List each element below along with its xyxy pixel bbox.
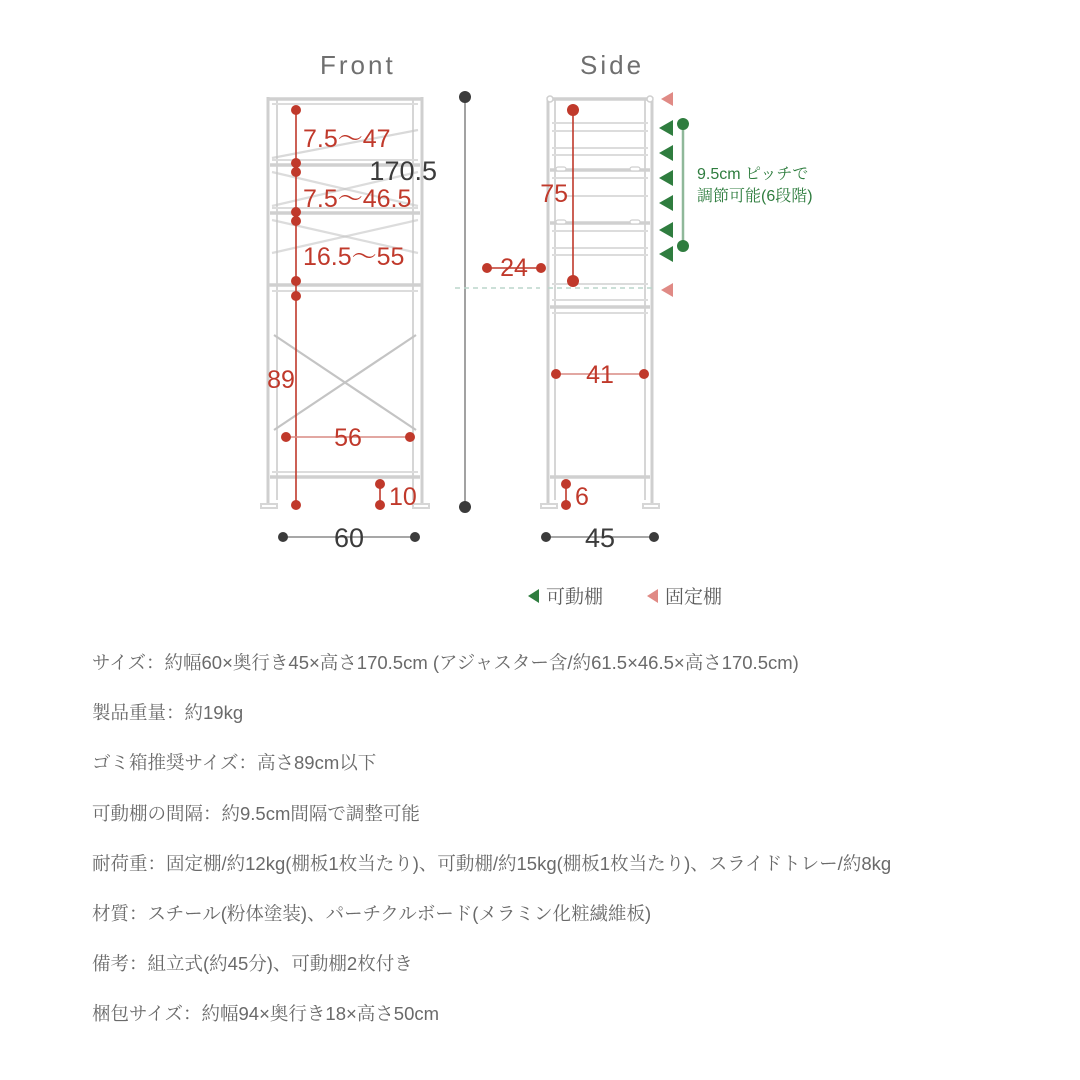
shelf-type-legend <box>528 582 722 609</box>
side-outer-depth-dot-left <box>541 532 551 542</box>
side-upper-height-dot-bottom <box>567 275 579 287</box>
side-clearance-dot-top <box>561 479 571 489</box>
fixed-shelf-marker-icon <box>647 589 658 603</box>
pitch-annotation-line2: 調節可能(6段階) <box>697 188 813 205</box>
front-dim-dot-fixed <box>291 276 301 286</box>
adjustable-shelf-marker-3 <box>659 170 673 186</box>
adjustable-shelf-marker-icon <box>528 589 539 603</box>
spec-load-capacity: 耐荷重：固定棚/約12kg(棚板1枚当たり)、可動棚/約15kg(棚板1枚当たり)、スライドトレー/約8kg <box>92 852 892 874</box>
front-left-adjuster-foot <box>261 504 277 508</box>
adjustable-shelf-marker-6 <box>659 246 673 262</box>
total-height-label: 170.5 <box>369 156 437 186</box>
spec-material: 材質：スチール(粉体塗装)、パーチクルボード(メラミン化粧繊維板) <box>92 902 652 924</box>
side-tray-depth-label: 24 <box>500 254 528 282</box>
front-outer-width-dot-right <box>410 532 420 542</box>
side-outer-depth-label: 45 <box>584 523 616 553</box>
front-bay3-label: 16.5〜55 <box>303 243 405 271</box>
adjustable-shelf-marker-4 <box>659 195 673 211</box>
front-clearance-dot-bottom <box>375 500 385 510</box>
spec-size: サイズ：約幅60×奥行き45×高さ170.5cm (アジャスター含/約61.5×46.5×高さ170.5cm) <box>92 652 799 673</box>
side-tray-depth-dot-left <box>482 263 492 273</box>
legend-label-adjustable: 可動棚 <box>546 587 604 608</box>
adjustable-shelf-marker-5 <box>659 222 673 238</box>
side-inner-depth-dot-right <box>639 369 649 379</box>
specification-list <box>92 652 1022 1054</box>
front-dim-dot-shelf2b <box>291 216 301 226</box>
side-inner-depth-label: 41 <box>586 361 614 389</box>
side-shelf-2-clip-right <box>630 220 640 224</box>
front-bay2-label: 7.5〜46.5 <box>303 185 412 213</box>
spec-weight: 製品重量：約19kg <box>92 702 244 724</box>
side-clearance-label: 6 <box>575 483 589 511</box>
front-dim-dot-shelf1b <box>291 167 301 177</box>
side-upper-height-label: 75 <box>540 180 568 208</box>
side-view-title: Side <box>580 50 645 80</box>
pitch-span-dot-top <box>677 118 689 130</box>
spec-remarks: 備考：組立式(約45分)、可動棚2枚付き <box>92 953 413 975</box>
front-dim-dot-shelf2 <box>291 207 301 217</box>
total-height-dimension <box>369 91 471 513</box>
side-left-adjuster-foot <box>541 504 557 508</box>
fixed-shelf-marker-top <box>661 92 673 106</box>
adjustable-shelf-marker-1 <box>659 120 673 136</box>
front-dim-dot-shelf1 <box>291 158 301 168</box>
side-upper-height-dot-top <box>567 104 579 116</box>
spec-shelf-pitch: 可動棚の間隔：約9.5cm間隔で調整可能 <box>92 802 420 824</box>
pitch-span-dot-bottom <box>677 240 689 252</box>
side-top-right-cap <box>647 96 653 102</box>
legend-item-fixed <box>647 582 722 609</box>
front-inner-width-dot-right <box>405 432 415 442</box>
front-bay1-label: 7.5〜47 <box>303 125 391 153</box>
side-clearance-dot-bottom <box>561 500 571 510</box>
front-view-title: Front <box>320 50 396 80</box>
front-dim-dot-lower-top <box>291 291 301 301</box>
front-inner-width-dot-left <box>281 432 291 442</box>
side-tray-depth-dot-right <box>536 263 546 273</box>
legend-item-adjustable <box>528 582 603 609</box>
spec-package-size: 梱包サイズ：約幅94×奥行き18×高さ50cm <box>92 1003 440 1025</box>
front-dim-dot-bottom <box>291 500 301 510</box>
side-outer-depth-dot-right <box>649 532 659 542</box>
front-outer-width-label: 60 <box>333 523 365 553</box>
front-outer-width-dot-left <box>278 532 288 542</box>
side-right-adjuster-foot <box>643 504 659 508</box>
front-lower-height-label: 89 <box>267 366 295 394</box>
side-shelf-2-clip-left <box>556 220 566 224</box>
spec-trash-can-size: ゴミ箱推奨サイズ：高さ89cm以下 <box>92 752 377 774</box>
side-inner-depth-dot-left <box>551 369 561 379</box>
front-clearance-label: 10 <box>389 483 417 511</box>
adjustable-shelf-marker-2 <box>659 145 673 161</box>
front-clearance-dot-top <box>375 479 385 489</box>
side-shelf-1-clip-right <box>630 167 640 171</box>
side-shelf-1-clip-left <box>556 167 566 171</box>
pitch-annotation-line1: 9.5cm ピッチで <box>697 166 809 183</box>
legend-label-fixed: 固定棚 <box>665 587 723 608</box>
total-height-dot-bottom <box>459 501 471 513</box>
side-view-drawing <box>455 96 659 553</box>
fixed-shelf-marker-bottom <box>661 283 673 297</box>
front-inner-width-label: 56 <box>334 424 362 452</box>
shelf-markers <box>659 92 813 297</box>
front-dim-dot-top <box>291 105 301 115</box>
total-height-dot-top <box>459 91 471 103</box>
side-top-left-cap <box>547 96 553 102</box>
